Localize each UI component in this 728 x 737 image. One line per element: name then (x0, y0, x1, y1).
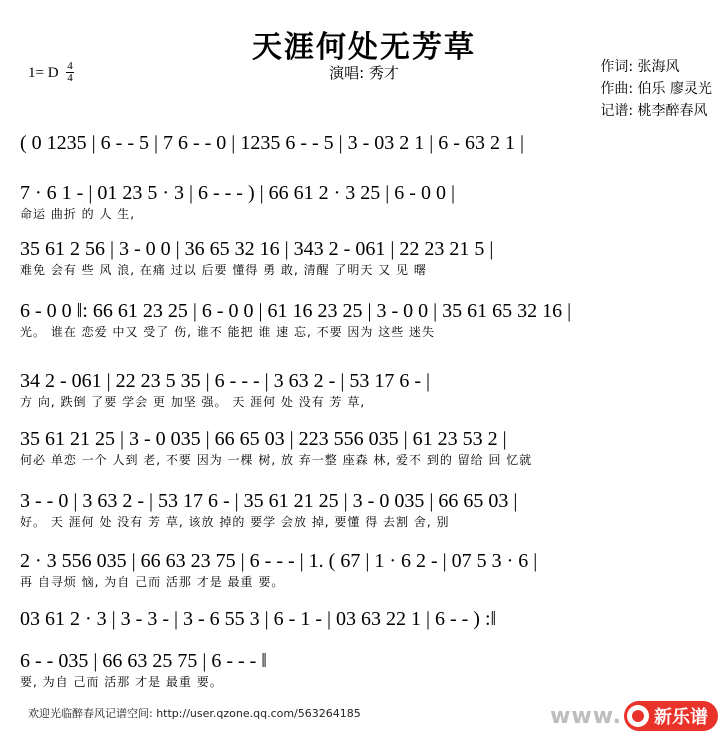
stave-5 (20, 370, 712, 410)
logo-icon (627, 705, 649, 727)
stave-7 (20, 490, 712, 530)
credit-composer: 作曲: 伯乐 廖灵光 (600, 81, 712, 97)
stave-lyrics: 方 向, 跌倒 了要 学会 更 加坚 强。 天 涯何 处 没有 芳 草, (20, 395, 366, 409)
watermark-badge-label: 新乐谱 (654, 707, 708, 728)
stave-lyrics: 何必 单恋 一个 人到 老, 不要 因为 一棵 树, 放 弃一整 座森 林, 爱不 到的 留给 回 忆就 (20, 453, 533, 467)
stave-lyrics: 要, 为自 己而 活那 才是 最重 要。 (20, 675, 223, 689)
stave-3 (20, 238, 712, 278)
footer-note: 欢迎光临醉春风记谱空间: http://user.qzone.qq.com/563264185 (28, 707, 361, 720)
stave-notes: 3 - - 0 | 3 63 2 - | 53 17 6 - | 35 61 21 25 | 3 - 0 035 | 66 65 03 | (20, 490, 518, 512)
credit-transcriber: 记谱: 桃李醉春风 (600, 103, 708, 119)
watermark-badge (624, 701, 718, 731)
credit-lyricist: 作词: 张海风 (600, 59, 680, 75)
stave-1 (20, 132, 712, 156)
stave-lyrics: 光。 谁在 恋爱 中又 受了 伤, 谁不 能把 谁 速 忘, 不要 因为 这些 迷失 (20, 325, 436, 339)
stave-9 (20, 608, 712, 632)
credits-block (600, 56, 712, 122)
stave-notes: ( 0 1235 | 6 - - 5 | 7 6 - - 0 | 1235 6 - - 5 | 3 - 03 2 1 | 6 - 63 2 1 | (20, 132, 524, 154)
stave-lyrics: 再 自寻烦 恼, 为自 己而 活那 才是 最重 要。 (20, 575, 285, 589)
watermark (550, 701, 718, 731)
stave-2 (20, 182, 712, 222)
stave-notes: 35 61 21 25 | 3 - 0 035 | 66 65 03 | 223 556 035 | 61 23 53 2 | (20, 428, 507, 450)
stave-lyrics: 难免 会有 些 风 浪, 在痛 过以 后要 懂得 勇 敢, 清醒 了明天 又 见 曙 (20, 263, 427, 277)
time-signature-denominator: 4 (67, 72, 73, 84)
stave-notes: 34 2 - 061 | 22 23 5 35 | 6 - - - | 3 63 2 - | 53 17 6 - | (20, 370, 430, 392)
stave-4 (20, 300, 712, 340)
stave-lyrics: 好。 天 涯何 处 没有 芳 草, 该放 掉的 要学 会放 掉, 要懂 得 去割 舍, 别 (20, 515, 450, 529)
stave-notes: 35 61 2 56 | 3 - 0 0 | 36 65 32 16 | 343 2 - 061 | 22 23 21 5 | (20, 238, 494, 260)
stave-lyrics: 命运 曲折 的 人 生, (20, 207, 136, 221)
watermark-url: www. (550, 703, 622, 729)
singer-line: 演唱: 秀才 (329, 64, 399, 82)
stave-10 (20, 650, 712, 690)
stave-notes: 7 · 6 1 - | 01 23 5 · 3 | 6 - - - ) | 66 61 2 · 3 25 | 6 - 0 0 | (20, 182, 455, 204)
stave-8 (20, 550, 712, 590)
stave-notes: 6 - - 035 | 66 63 25 75 | 6 - - - ‖ (20, 650, 267, 672)
stave-6 (20, 428, 712, 468)
stave-notes: 03 61 2 · 3 | 3 - 3 - | 3 - 6 55 3 | 6 - 1 - | 03 63 22 1 | 6 - - ) :‖ (20, 608, 497, 630)
time-signature-numerator: 4 (67, 60, 73, 72)
page-title: 天涯何处无芳草 (252, 30, 476, 65)
stave-notes: 6 - 0 0 ‖: 66 61 23 25 | 6 - 0 0 | 61 16 23 25 | 3 - 0 0 | 35 61 65 32 16 | (20, 300, 572, 322)
stave-notes: 2 · 3 556 035 | 66 63 23 75 | 6 - - - | 1. ( 67 | 1 · 6 2 - | 07 5 3 · 6 | (20, 550, 538, 572)
key-signature-text: 1= D (28, 64, 59, 81)
